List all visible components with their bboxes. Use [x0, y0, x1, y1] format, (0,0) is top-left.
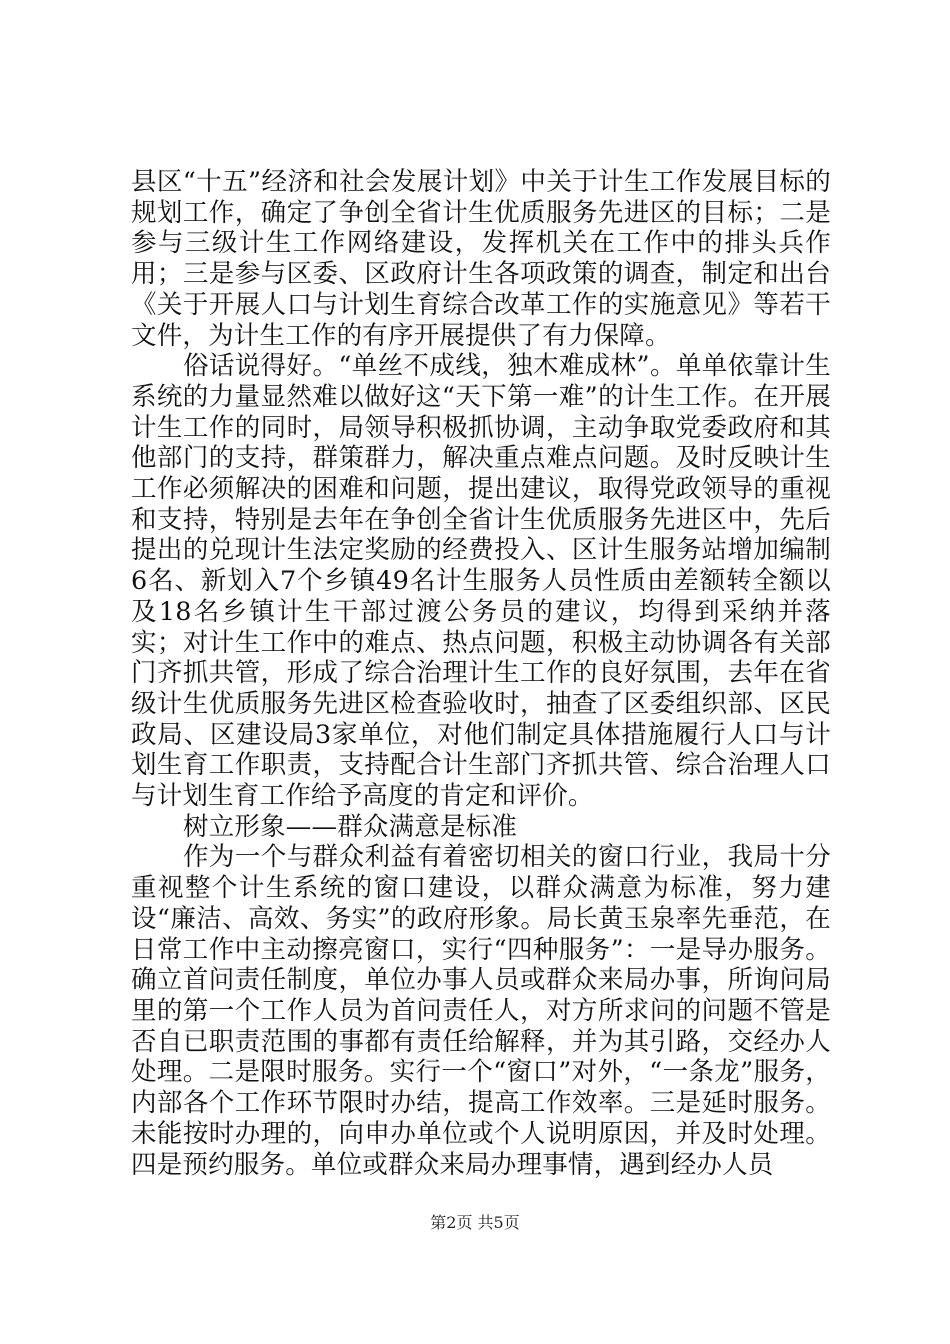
- paragraph-coordination: 俗话说得好。“单丝不成线，独木难成林”。单单依靠计生系统的力量显然难以做好这“天下第一难”的计生工作。在开展计生工作的同时，局领导积极抓协调，主动争取党委政府和其他部门的支持，群策群力，解决重点难点问题。及时反映计生工作必须解决的困难和问题，提出建议，取得党政领导的重视和支持，特别是去年在争创全省计生优质服务先进区中，先后提出的兑现计生法定奖励的经费投入、区计生服务站增加编制6名、新划入7个乡镇49名计生服务人员性质由差额转全额以及18名乡镇计生干部过渡公务员的建议，均得到采纳并落实；对计生工作中的难点、热点问题，积极主动协调各有关部门齐抓共管，形成了综合治理计生工作的良好氛围，去年在省级计生优质服务先进区检查验收时，抽查了区委组织部、区民政局、区建设局3家单位，对他们制定具体措施履行人口与计划生育工作职责，支持配合计生部门齐抓共管、综合治理人口与计划生育工作给予高度的肯定和评价。: [131, 351, 831, 812]
- paragraph-planning-work: 县区“十五”经济和社会发展计划》中关于计生工作发展目标的规划工作，确定了争创全省计生优质服务先进区的目标；二是参与三级计生工作网络建设，发挥机关在工作中的排头兵作用；三是参与区委、区政府计生各项政策的调查，制定和出台《关于开展人口与计划生育综合改革工作的实施意见》等若干文件，为计生工作的有序开展提供了有力保障。: [131, 167, 831, 351]
- page-number-footer: 第2页 共5页: [430, 1213, 520, 1232]
- section-heading-image: 树立形象——群众满意是标准: [183, 811, 518, 842]
- document-body: [131, 167, 831, 1180]
- paragraph-window-service: 作为一个与群众利益有着密切相关的窗口行业，我局十分重视整个计生系统的窗口建设，以群众满意为标准，努力建设“廉洁、高效、务实”的政府形象。局长黄玉泉率先垂范，在日常工作中主动擦亮窗口，实行“四种服务”：一是导办服务。确立首问责任制度，单位办事人员或群众来局办事，所询问局里的第一个工作人员为首问责任人，对方所求问的问题不管是否自已职责范围的事都有责任给解释，并为其引路，交经办人处理。二是限时服务。实行一个“窗口”对外，“一条龙”服务，内部各个工作环节限时办结，提高工作效率。三是延时服务。未能按时办理的，向申办单位或个人说明原因，并及时处理。四是预约服务。单位或群众来局办理事情，遇到经办人员: [131, 842, 831, 1180]
